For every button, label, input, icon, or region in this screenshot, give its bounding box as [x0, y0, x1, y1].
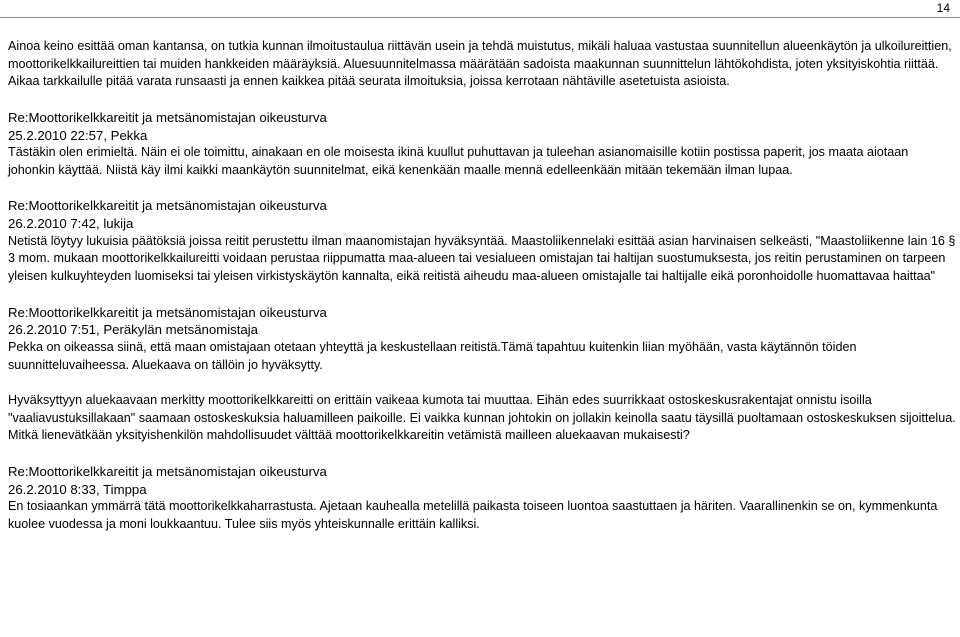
entry-paragraph: Hyväksyttyyn aluekaavaan merkitty moottorikelkkareitti on erittäin vaikeaa kumota tai muuttaa. Eihän edes suurrikkaat ostoskeskusrakentajat onnistu isoilla "vaaliavustuksillakaan" saamaan ostoskeskuksia haluamilleen paikoille. Ei vaikka kunnan johtokin on jollakin keinolla saatu täysillä puoltamaan ostoskeskuksen sijoittelua. Mitkä lienevätkään yksityishenkilön mahdollisuudet välttää moottorikelkkareitin vetämistä mailleen aluekaavan mukaisesti?	[8, 393, 956, 443]
spacer	[8, 374, 956, 392]
entry-title: Re:Moottorikelkkareitit ja metsänomistajan oikeusturva	[8, 304, 327, 320]
spacer	[8, 91, 956, 109]
entry-date-author: 26.2.2010 7:51, Peräkylän metsänomistaja	[8, 322, 258, 338]
entry-paragraph: Pekka on oikeassa siinä, että maan omistajaan otetaan yhteyttä ja keskustellaan reitistä.Tämä tapahtuu kuitenkin liian myöhään, vasta käytännön töiden suunnitteluvaiheessa. Aluekaava on tällöin jo hyväksytty.	[8, 339, 857, 372]
forum-entry	[8, 463, 956, 534]
entry-title: Re:Moottorikelkkareitit ja metsänomistajan oikeusturva	[8, 463, 327, 479]
entry-paragraph: En tosiaankan ymmärrä tätä moottorikelkkaharrastusta. Ajetaan kauhealla metelillä paikasta toiseen luontoa saastuttaen ja häriten. Vaarallinenkin se on, kymmenkunta kuolee vuodessa ja moni loukkaantuu. Tulee siis myös yhteiskunnalle erittäin kalliksi.	[8, 499, 938, 531]
entry-date-author: 26.2.2010 8:33, Timppa	[8, 481, 147, 497]
entry-date-author: 26.2.2010 7:42, lukija	[8, 216, 134, 231]
forum-entry	[8, 109, 956, 180]
document-body	[8, 38, 956, 534]
entry-paragraph: Netistä löytyy lukuisia päätöksiä joissa reitit perustettu ilman maanomistajan hyväksyntää. Maastoliikennelaki esittää asian harvinaisen selkeästi, "Maastoliikenne lain 16 § 3 mom. mukaan moottorikelkkailureitti voidaan perustaa riippumatta maa-alueen tai vesialueen omistajan tai haltijan suostumuksesta, jos reitin perustaminen on tarpeen yleisen kulkuyhteyden luomiseksi tai yleisen virkistyskäytön kannalta, eikä reitistä aiheudu maa-alueen omistajalle tai haltijalle eikä poronhoidolle huomattavaa haittaa"	[8, 233, 956, 284]
entry-date-author: 25.2.2010 22:57, Pekka	[8, 127, 148, 143]
header-rule	[0, 17, 960, 18]
entry-paragraph: Tästäkin olen erimieltä. Näin ei ole toimittu, ainakaan en ole moisesta ikinä kuullut puhuttavan ja tuleehan asianomaisille kotiin postissa paperit, jos maata aiotaan johonkin käyttää. Niistä käy ilmi kaikki maankäytön suunnitelmat, eikä kenenkään maalle mennä edelleenkään mitään tekemään ilman lupaa.	[8, 145, 909, 177]
entry-title: Re:Moottorikelkkareitit ja metsänomistajan oikeusturva	[8, 109, 327, 125]
spacer	[8, 180, 956, 198]
entry-title: Re:Moottorikelkkareitit ja metsänomistajan oikeusturva	[8, 198, 327, 214]
page-number: 14	[936, 1, 950, 15]
spacer	[8, 445, 956, 463]
forum-entry	[8, 304, 956, 446]
intro-paragraph: Ainoa keino esittää oman kantansa, on tutkia kunnan ilmoitustaulua riittävän usein ja tehdä muistutus, mikäli haluaa vastustaa suunnitellun alueenkäytön ja ulkoilureittien, moottorikelkkailureittien tai muiden hankkeiden määräyksiä. Aluesuunnitelmassa määrätään sadoista maakunnan suunnittelun lähtökohdista, joten yksityiskohtia riittää. Aikaa tarkkailulle pitää varata runsaasti ja ennen kaikkea pitää seurata ilmoituksia, joissa kerrotaan nähtäville asetetuista asioista.	[8, 39, 952, 89]
forum-entry	[8, 197, 956, 286]
spacer	[8, 286, 956, 304]
